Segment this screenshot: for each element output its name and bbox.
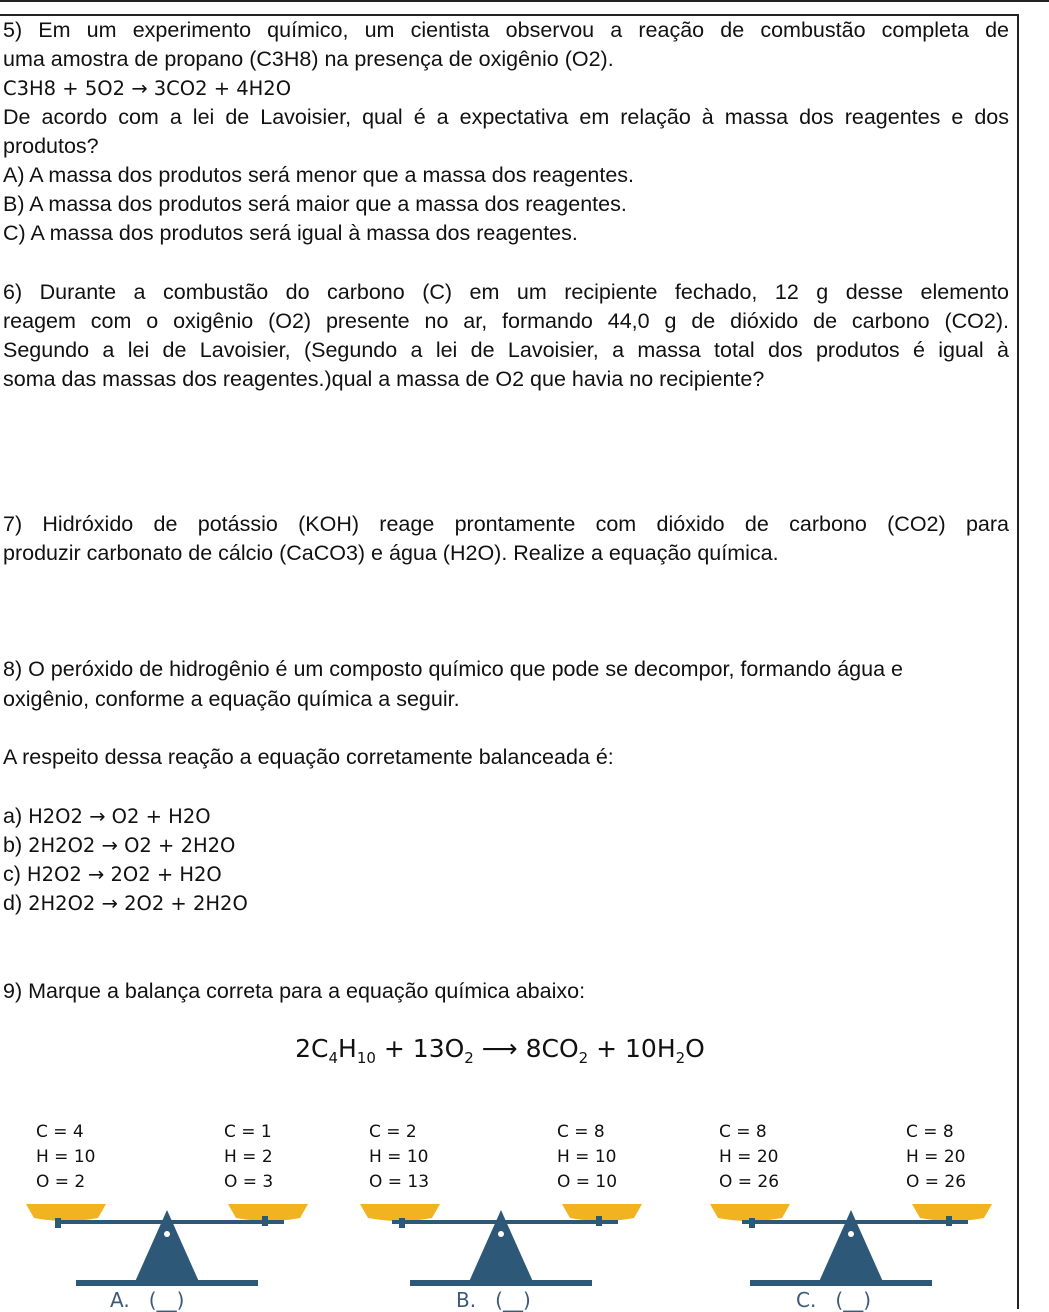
formula-sub: 2 [578, 1049, 589, 1067]
q5-line2: uma amostra de propano (C3H8) na presença de oxigênio (O2). [3, 47, 614, 71]
q5-line4: produtos? [3, 134, 99, 158]
scale-beam-end [55, 1218, 61, 1228]
box-right-border [1017, 14, 1019, 1309]
q8-option-c-label: c) [3, 862, 21, 886]
scale-a-option [110, 1288, 184, 1312]
balance-scale-c-icon [706, 1196, 996, 1286]
q7-line2: produzir carbonato de cálcio (CaCO3) e água (H2O). Realize a equação química. [3, 541, 779, 565]
scale-c-right-c: C = 8 [906, 1122, 954, 1142]
q8-option-a-label: a) [3, 804, 23, 828]
q8-option-a-equation: H2O2 → O2 + H2O [28, 805, 211, 828]
scale-b-left-o: O = 13 [369, 1172, 430, 1192]
q9-line1: 9) Marque a balança correta para a equação química abaixo: [3, 979, 586, 1003]
scale-c-letter: C. [796, 1288, 817, 1312]
formula-part: ⟶ 8CO [473, 1034, 579, 1063]
q5-equation: C3H8 + 5O2 → 3CO2 + 4H2O [3, 77, 292, 100]
q8-option-d-equation: 2H2O2 → 2O2 + 2H2O [28, 892, 248, 915]
scale-a-blank[interactable]: (__) [148, 1288, 185, 1312]
scale-a-right-o: O = 3 [224, 1172, 274, 1192]
q5-option-a: A) A massa dos produtos será menor que a massa dos reagentes. [3, 163, 635, 187]
q8-line1: 8) O peróxido de hidrogênio é um composto químico que pode se decompor, formando água e [3, 657, 903, 681]
q8-option-d [3, 889, 248, 918]
scale-beam-end [749, 1218, 755, 1228]
q6-line4: soma das massas dos reagentes.)qual a massa de O2 que havia no recipiente? [3, 367, 765, 391]
scale-beam-end [262, 1216, 268, 1226]
q7-line1: 7) Hidróxido de potássio (KOH) reage prontamente com dióxido de carbono (CO2) para [3, 512, 1009, 536]
q8-option-b-label: b) [3, 833, 23, 857]
formula-part: H [338, 1034, 357, 1063]
scale-b-right-o: O = 10 [557, 1172, 618, 1192]
q9-chemical-formula [0, 1034, 1000, 1067]
q5-option-b: B) A massa dos produtos será maior que a massa dos reagentes. [3, 192, 627, 216]
scale-a-left-h: H = 10 [36, 1147, 96, 1167]
top-rule [0, 0, 1049, 2]
scale-b-left-h: H = 10 [369, 1147, 429, 1167]
q5-option-c: C) A massa dos produtos será igual à massa dos reagentes. [3, 221, 578, 245]
q8-option-b [3, 831, 235, 860]
scale-b-blank[interactable]: (__) [495, 1288, 531, 1312]
scale-c-option [796, 1288, 871, 1312]
formula-sub: 2 [464, 1049, 474, 1067]
scale-a-left-o: O = 2 [36, 1172, 86, 1192]
scale-b-right-c: C = 8 [557, 1122, 605, 1142]
q8-option-c-equation: H2O2 → 2O2 + H2O [26, 863, 222, 886]
scale-base [750, 1280, 932, 1286]
scale-beam-end [399, 1218, 405, 1228]
q8-option-c [3, 860, 222, 889]
scale-pan-left [26, 1204, 106, 1221]
scale-a-letter: A. [110, 1288, 130, 1312]
q5-line3: De acordo com a lei de Lavoisier, qual é a expectativa em relação à massa dos reagentes e dos [3, 105, 1009, 129]
scale-pivot [848, 1231, 854, 1237]
balance-scale-b-icon [356, 1196, 646, 1286]
scale-c-right-h: H = 20 [906, 1147, 966, 1167]
formula-sub: 2 [675, 1049, 686, 1067]
q6-line2: reagem com o oxigênio (O2) presente no ar, formando 44,0 g de dióxido de carbono (CO2). [3, 309, 1009, 333]
formula-part: + 13O [375, 1034, 465, 1063]
scale-b-option [456, 1288, 531, 1312]
scale-a-left-c: C = 4 [36, 1122, 84, 1142]
scale-c-left-c: C = 8 [719, 1122, 767, 1142]
scale-beam-end [596, 1216, 602, 1226]
scale-beam-end [946, 1216, 952, 1226]
scale-c-left-o: O = 26 [719, 1172, 780, 1192]
q6-line3: Segundo a lei de Lavoisier, (Segundo a lei de Lavoisier, a massa total dos produtos é igual à [3, 338, 1009, 362]
q8-option-d-label: d) [3, 891, 23, 915]
formula-sub: 4 [328, 1049, 339, 1067]
formula-part: O [685, 1034, 705, 1063]
scale-base [410, 1280, 592, 1286]
balance-scale-a-icon [22, 1196, 312, 1286]
formula-sub: 10 [356, 1049, 376, 1067]
formula-part: + 10H [588, 1034, 676, 1063]
q8-line3: A respeito dessa reação a equação corretamente balanceada é: [3, 745, 614, 769]
scale-pivot [498, 1231, 504, 1237]
scale-b-right-h: H = 10 [557, 1147, 617, 1167]
scale-pivot [164, 1231, 170, 1237]
scale-c-right-o: O = 26 [906, 1172, 967, 1192]
q5-line1: 5) Em um experimento químico, um cientista observou a reação de combustão completa de [3, 18, 1009, 42]
q8-line2: oxigênio, conforme a equação química a seguir. [3, 687, 460, 711]
q8-option-b-equation: 2H2O2 → O2 + 2H2O [28, 834, 236, 857]
formula-part: 2C [295, 1034, 329, 1063]
q6-line1: 6) Durante a combustão do carbono (C) em um recipiente fechado, 12 g desse elemento [3, 280, 1009, 304]
scale-c-left-h: H = 20 [719, 1147, 779, 1167]
scale-b-letter: B. [456, 1288, 477, 1312]
scale-a-right-h: H = 2 [224, 1147, 273, 1167]
scale-a-right-c: C = 1 [224, 1122, 272, 1142]
scale-base [76, 1280, 258, 1286]
q8-option-a [3, 802, 211, 831]
scale-c-blank[interactable]: (__) [835, 1288, 872, 1312]
scale-b-left-c: C = 2 [369, 1122, 417, 1142]
